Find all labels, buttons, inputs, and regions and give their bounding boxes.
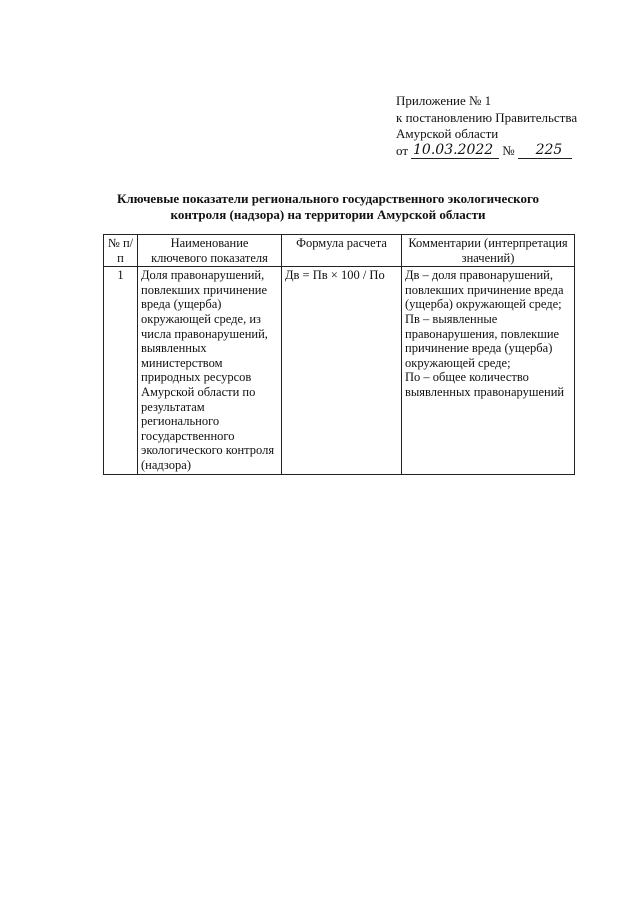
appendix-date-number (396, 143, 577, 160)
cell-name: Доля правонарушений, повлекших причинение вреда (ущерба) окружающей среде, из числа правонарушений, выявленных министерством природных ресурсов Амурской области по результатам регионального государственного экологического контроля (надзора) (138, 267, 282, 474)
table-header-row (104, 235, 575, 267)
number-value: 225 (518, 143, 573, 159)
number-prefix: № (502, 142, 515, 158)
table-row (104, 267, 575, 474)
comment-po: По – общее количество выявленных правонарушений (405, 370, 565, 399)
cell-formula: Дв = Пв × 100 / По (282, 267, 402, 474)
header-comments: Комментарии (интерпретация значений) (402, 235, 575, 267)
header-num: № п/п (104, 235, 138, 267)
title-line-2: контроля (надзора) на территории Амурской области (170, 207, 486, 222)
comment-pv: Пв – выявленные правонарушения, повлекшие причинение вреда (ущерба) окружающей среде; (405, 311, 560, 370)
date-value: 10.03.2022 (411, 143, 499, 159)
comment-dv: Дв – доля правонарушений, повлекших причинение вреда (ущерба) окружающей среде; (405, 268, 564, 312)
cell-comments (402, 267, 575, 474)
appendix-reference: к постановлению Правительства (396, 109, 578, 125)
appendix-title: Приложение № 1 (396, 93, 492, 108)
cell-num: 1 (104, 267, 138, 474)
date-prefix: от (396, 142, 409, 158)
document-title (112, 191, 544, 223)
appendix-region: Амурской области (396, 126, 499, 141)
title-line-1: Ключевые показатели регионального государственного экологического (116, 191, 540, 206)
header-name: Наименование ключевого показателя (138, 235, 282, 267)
kpi-table (103, 234, 575, 475)
header-formula: Формула расчета (282, 235, 402, 267)
appendix-block (396, 93, 577, 159)
